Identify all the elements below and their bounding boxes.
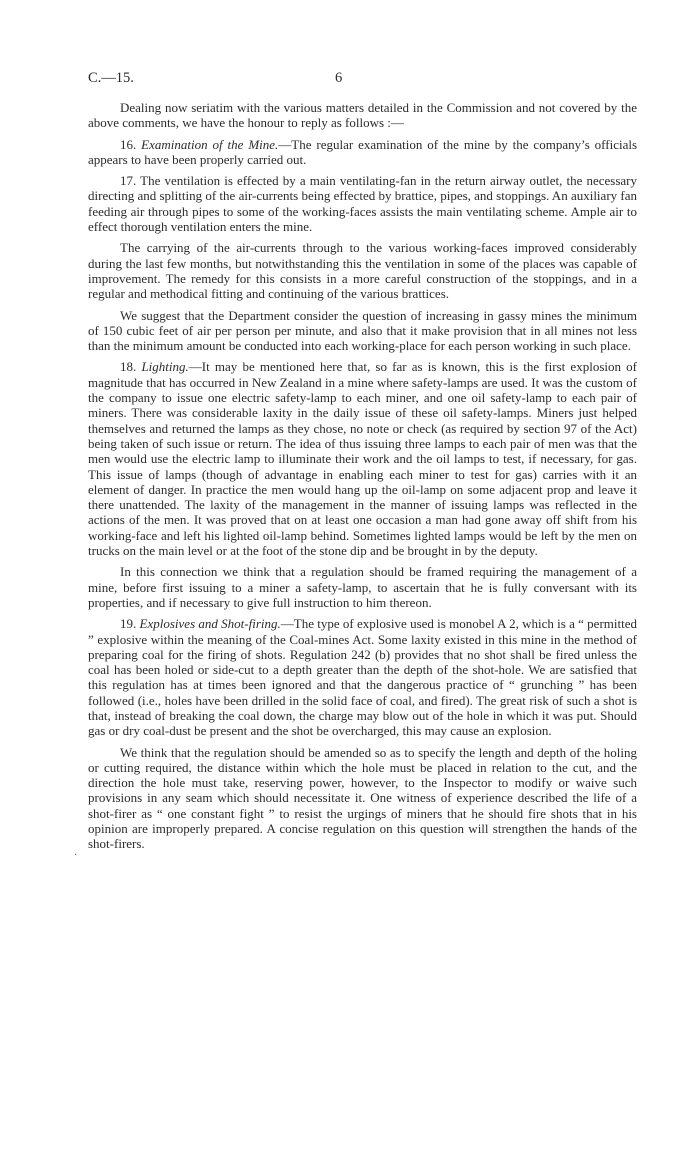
section-heading: Examination of the Mine. [141,136,279,152]
paragraph-16 [88,137,637,168]
paragraph-regulation-lamps [88,564,637,610]
paragraph-text: We suggest that the Department consider the question of increasing in gassy mines the minimum of 150 cubic feet of air per person per minute, and also that it make provision that in all mines not less than the minimum amount be conducted into each working-place for each person working in such place. [88,307,637,354]
paragraph-text: Dealing now seriatim with the various matters detailed in the Commission and not covered by the above comments, we have the honour to reply as follows :— [88,100,637,131]
paragraph-text: In this connection we think that a regulation should be framed requiring the management of a mine, before first issuing to a miner a safety-lamp, to ascertain that he is fully conversant with its properties, and if necessary to give full instruction to him thereon. [88,564,637,610]
paragraph-18 [88,359,637,558]
paragraph-air-currents [88,240,637,301]
paragraph-text: The ventilation is effected by a main ventilating-fan in the return airway outlet, the necessary directing and splitting of the air-currents being effected by brattice, pipes, and stoppings. An auxiliary fan feeding air through pipes to some of the working-faces assists the main ventilating scheme. Ample air to effect thorough ventilation enters the mine. [88,173,638,235]
margin-mark: · [74,850,78,861]
paragraph-text: —It may be mentioned here that, so far as is known, this is the first explosion of magnitude that has occurred in New Zealand in a mine where safety-lamps are used. It was the custom of the company to issue one electric safety-lamp to each miner, and one oil safety-lamp to each pair of miners. There was considerable laxity in the daily issue of these oil safety-lamps. Miners just helped themselves and returned the lamps as they chose, no note or check (as required by section 97 of the Act) being taken of such issue or return. The idea of thus issuing three lamps to each pair of men was that the men would use the electric lamp to illuminate their work and the oil lamps to test, if necessary, for gas. This issue of lamps (though of advantage in enabling each miner to test for gas) carries with it an element of danger. In practice the men would hang up the oil-lamp on some adjacent prop and leave it there unattended. The laxity of the management in the manner of issuing lamps was reflected in the actions of the men. It was proved that on at least one occasion a man had gone away off shift from his working-face and left his lighted oil-lamp behind. Sometimes lighted lamps would be left by the men on trucks on the main level or at the foot of the stone dip and be brought in by the deputy. [88,359,637,559]
section-number: 17. [120,173,137,189]
paragraph-regulation-amend [88,745,637,852]
paragraph-19 [88,616,637,738]
page-number: 6 [335,70,343,86]
section-number: 18. [120,359,137,375]
paragraph-intro [88,100,637,131]
paragraph-text: We think that the regulation should be amended so as to specify the length and depth of the holing or cutting required, the distance within which the hole must be placed in relation to the cut, and the direction the hole must take, reserving power, however, to the Inspector to modify or waive such provisions in any seam which should necessitate it. One witness of experience described the life of a shot-firer as “ one constant fight ” to resist the urgings of miners that he should fire shots that in his opinion are improperly prepared. A concise regulation on this question will strengthen the hands of the shot-firers. [88,744,637,852]
section-heading: Explosives and Shot-firing. [139,616,281,632]
document-reference: C.—15. [88,70,134,86]
section-heading: Lighting. [141,359,189,375]
paragraph-text: The carrying of the air-currents through to the various working-faces improved considerably during the last few months, but notwithstanding this the ventilation in some of the places was capable of improvement. The remedy for this consists in a more careful construction of the stoppings, and in a regular and methodical fitting and continuing of the various brattices. [88,240,637,302]
section-number: 19. [120,616,137,632]
section-number: 16. [120,136,137,152]
paragraph-17 [88,173,637,234]
paragraph-suggestion [88,308,637,354]
paragraph-text: —The type of explosive used is monobel A 2, which is a “ permitted ” explosive within the meaning of the Coal-mines Act. Some laxity existed in this mine in the method of preparing coal for the firing of shots. Regulation 242 (b) provides that no shot shall be fired unless the coal has been holed or side-cut to a depth greater than the depth of the shot-hole. We are satisfied that this regulation has at times been ignored and that the dangerous practice of “ grunching ” has been followed (i.e., holes have been drilled in the solid face of coal, and fired). The great risk of such a shot is that, instead of breaking the coal down, the charge may blow out of the hole in which it was put. Should gas or dry coal-dust be present and the shot be overcharged, this may cause an explosion. [88,616,637,739]
paragraph-text: —The regular examination of the mine by the company’s officials appears to have been properly carried out. [88,136,638,167]
document-body [88,100,637,858]
